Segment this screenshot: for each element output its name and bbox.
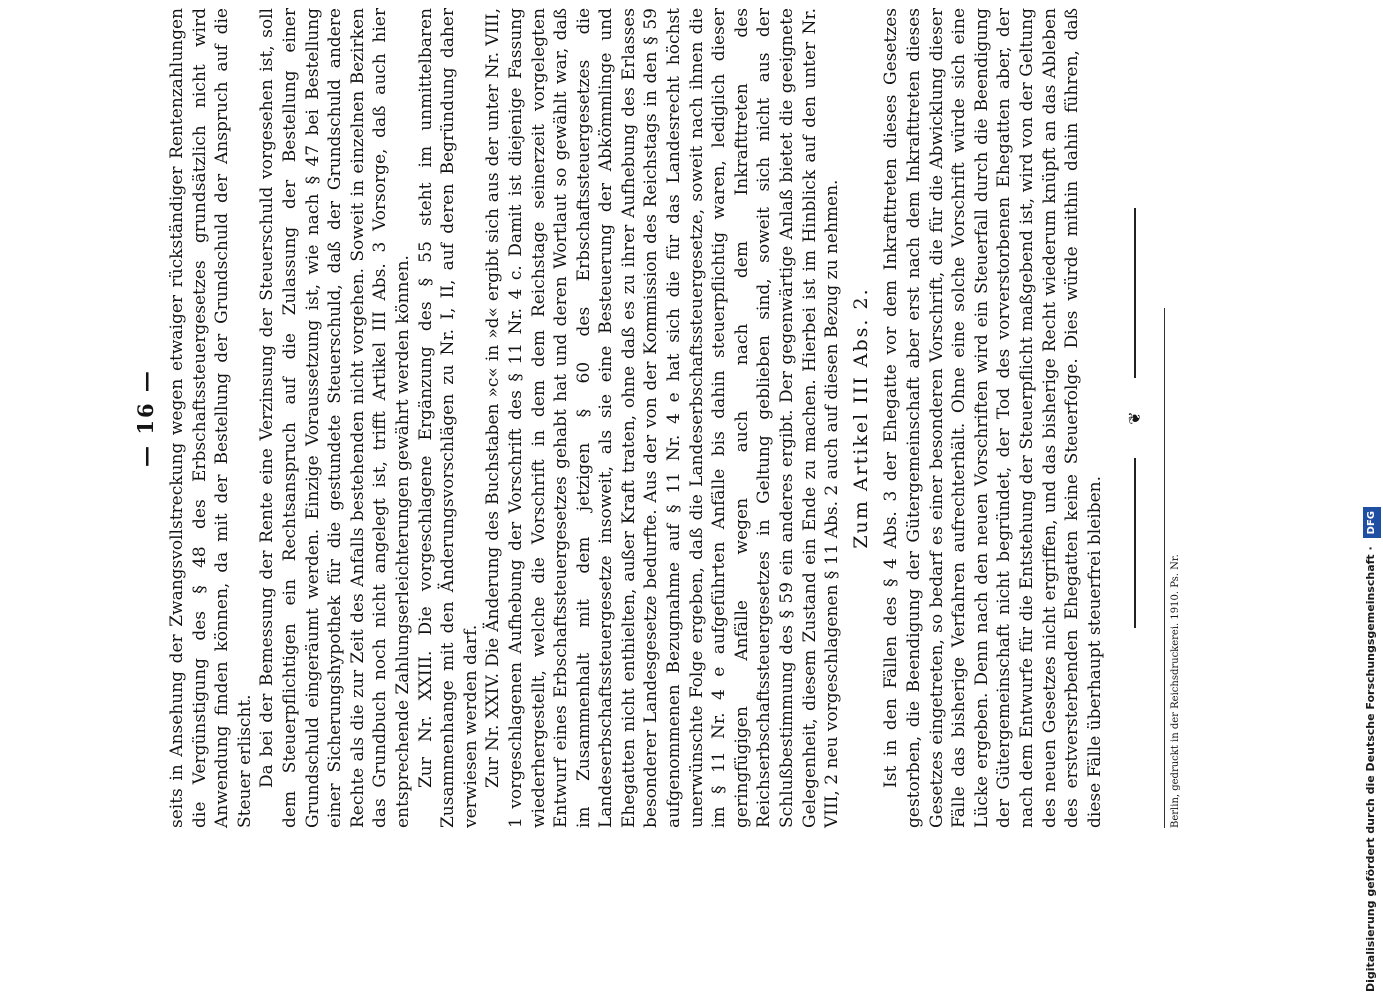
printer-imprint: Berlin, gedruckt in der Reichsdruckerei. 1910. Ps. Nr.: [1170, 554, 1182, 828]
page-number: — 16 —: [133, 369, 158, 467]
paragraph-3: Zur Nr. XXIII. Die vorgeschlagene Ergänzung des § 55 steht im unmittelbaren Zusammenhange mit den Änderungsvorschlägen zu Nr. I, II, auf deren Begründung daher verwiesen werden darf.: [415, 8, 481, 828]
ornament-line-right: [1134, 208, 1136, 378]
ornament-divider: [1124, 208, 1146, 628]
footnote-rule: [1164, 308, 1165, 828]
ornament-line-left: [1134, 458, 1136, 628]
ornament-flourish-icon: ❦: [1125, 411, 1145, 425]
section-title: Zum Artikel III Abs. 2.: [849, 287, 872, 549]
dfg-side-label: [1362, 7, 1380, 992]
paragraph-1: seits in Ansehung der Zwangsvollstreckung wegen etwaiger rückständiger Rentenzahlungen die Vergünstigung des § 48 des Erbschaftssteuergesetzes grundsätzlich nicht wird Anwendung finden können, da mit der Bestellung der Grundschuld der Anspruch auf die Steuer erlischt.: [167, 8, 255, 828]
paragraph-2: Da bei der Bemessung der Rente eine Verzinsung der Steuerschuld vorgesehen ist, soll dem Steuerpflichtigen ein Rechtsanspruch auf die Zulassung der Bestellung einer Grundschuld eingeräumt werden. Einzige Voraussetzung ist, wie nach § 47 bei Bestellung einer Sicherungshypothek für die gestundete Steuerschuld, daß der Grundschuld andere Rechte als die zur Zeit des Anfalls bestehenden nicht vorgehen. Soweit in einzelnen Bezirken das Grundbuch noch nicht angelegt ist, trifft Artikel III Abs. 3 Vorsorge, daß auch hier entsprechende Zahlungserleichterungen gewährt werden können.: [257, 8, 413, 828]
paragraph-4: Zur Nr. XXIV. Die Änderung des Buchstaben »c« in »d« ergibt sich aus der unter Nr. VIII, 1 vorgeschlagenen Aufhebung der Vorschrift des § 11 Nr. 4 c. Damit ist diejenige Fassung wiederhergestellt, welche die Vorschrift in dem dem Reichstage seinerzeit vorgelegten Entwurf eines Erbschaftssteuergesetzes gehabt hat und deren Wortlaut so gewählt war, daß im Zusammenhalt mit dem jetzigen § 60 des Erbschaftssteuergesetzes die Landeserbschaftssteuergesetze insoweit, als sie eine Besteuerung der Abkömmlinge und Ehegatten nicht enthielten, außer Kraft traten, ohne daß es zu ihrer Aufhebung des Erlasses besonderer Landesgesetze bedurfte. Aus der von der Kommission des Reichstags in den § 59 aufgenommenen Bezugnahme auf § 11 Nr. 4 e hat sich die für das Landesrecht höchst unerwünschte Folge ergeben, daß die Landeserbschaftssteuergesetze, soweit nach ihnen die im § 11 Nr. 4 e aufgeführten Anfälle bis dahin steuerpflichtig waren, lediglich dieser geringfügigen Anfälle wegen auch nach dem Inkrafttreten des Reichserbschaftssteuergesetzes in Geltung geblieben sind, soweit sich nicht aus der Schlußbestimmung des § 59 ein anderes ergibt. Der gegenwärtige Anlaß bietet die geeignete Gelegenheit, diesem Zustand ein Ende zu machen. Hierbei ist im Hinblick auf den unter Nr. VIII, 2 neu vorgeschlagenen § 11 Abs. 2 auch auf diesen Bezug zu nehmen.: [483, 8, 843, 828]
dfg-label-text: Digitalisierung gefördert durch die Deutsche Forschungsgemeinschaft ·: [1364, 546, 1377, 992]
rotated-text-block: [126, 8, 1226, 828]
dfg-logo: DFG: [1363, 507, 1381, 538]
section-paragraph: Ist in den Fällen des § 4 Abs. 3 der Ehegatte vor dem Inkrafttreten dieses Gesetzes gestorben, die Beendigung der Gütergemeinschaft aber erst nach dem Inkrafttreten dieses Gesetzes eingetreten, so bedarf es einer besonderen Vorschrift, die für die Abwicklung dieser Fälle das bisherige Verfahren aufrechterhält. Ohne eine solche Vorschrift würde sich eine Lücke ergeben. Denn nach den neuen Vorschriften wird ein Steuerfall durch die Beendigung der Gütergemeinschaft nicht begründet, der Tod des vorverstorbenen Ehegatten aber, der nach dem Entwurfe für die Entstehung der Steuerpflicht maßgebend ist, wird von der Geltung des neuen Gesetzes nicht ergriffen, und das bisherige Recht wiederum knüpft an das Ableben des erstversterbenden Ehegatten keine Steuerfolge. Dies würde mithin dahin führen, daß diese Fälle überhaupt steuerfrei bleiben.: [881, 8, 1105, 828]
